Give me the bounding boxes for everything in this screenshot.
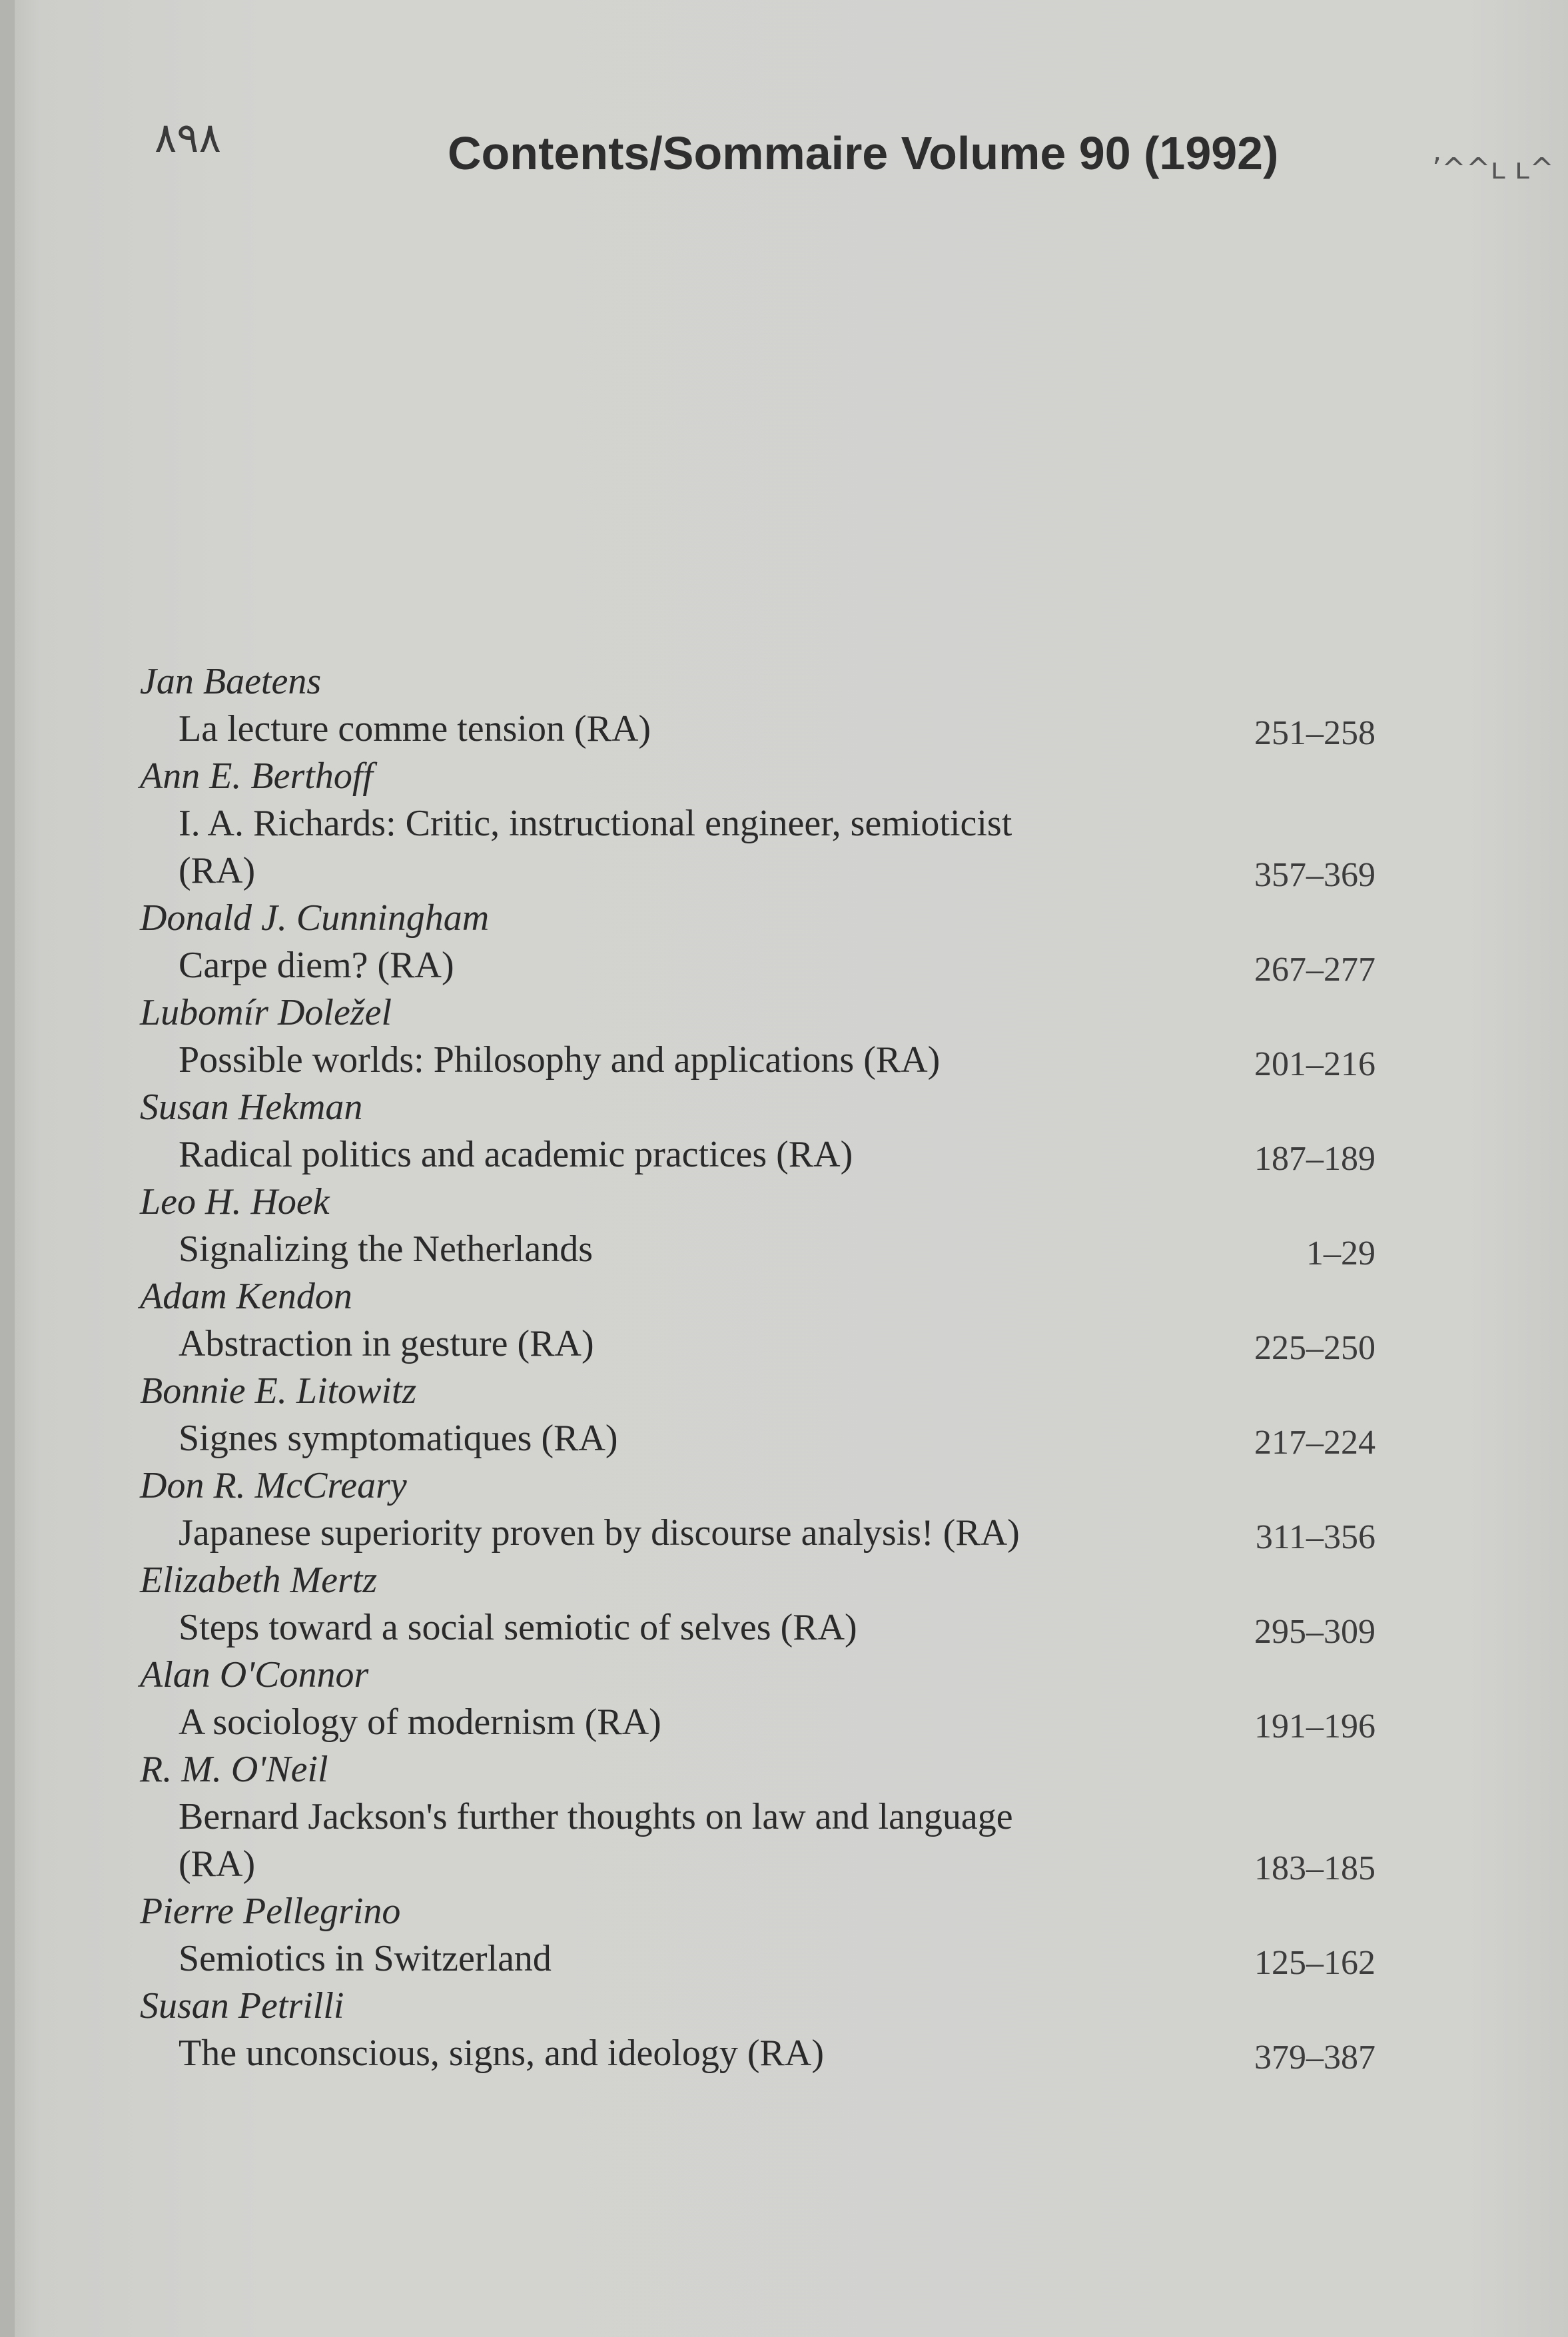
contents-list [140, 658, 1392, 2077]
entry-author: Donald J. Cunningham [140, 897, 490, 939]
entry-title-row [140, 705, 1392, 753]
entry-title: Japanese superiority proven by discourse analysis! (RA) [179, 1512, 1020, 1554]
entry-author: Pierre Pellegrino [140, 1891, 401, 1932]
entry-title: Signalizing the Netherlands [179, 1228, 593, 1270]
entry-title-row [140, 1604, 1392, 1651]
handwritten-page-mark: ۸۹۸ [155, 113, 221, 162]
entry-page-range: 251–258 [1254, 714, 1375, 752]
entry-page-range: 191–196 [1254, 1707, 1375, 1745]
entry-page-range: 295–309 [1254, 1613, 1375, 1651]
entry-title: I. A. Richards: Critic, instructional engineer, semioticist [179, 803, 1012, 844]
entry-author: Susan Hekman [140, 1087, 363, 1128]
entry-title-row [140, 1037, 1392, 1084]
entry-title: Steps toward a social semiotic of selves (RA) [179, 1607, 857, 1648]
entry-page-range: 357–369 [1254, 856, 1375, 894]
entry-page-range: 379–387 [1254, 2039, 1375, 2077]
entry-title-row [140, 2030, 1392, 2077]
entry-title: La lecture comme tension (RA) [179, 708, 651, 749]
entry-title: A sociology of modernism (RA) [179, 1701, 661, 1743]
entry-page-range: 1–29 [1306, 1234, 1375, 1272]
entry-author: Adam Kendon [140, 1276, 352, 1317]
entry-author: R. M. O'Neil [140, 1749, 328, 1790]
entry-author: Elizabeth Mertz [140, 1560, 378, 1601]
entry-page-range: 183–185 [1254, 1849, 1375, 1887]
handwritten-margin-note: ʼ^^ʟ ʟ^ [1432, 152, 1555, 186]
entry-title: (RA) [179, 1843, 256, 1885]
page-title: Contents/Sommaire Volume 90 (1992) [448, 127, 1279, 179]
entry-title: Possible worlds: Philosophy and applications (RA) [179, 1039, 941, 1081]
entry-title: Abstraction in gesture (RA) [179, 1323, 594, 1364]
entry-title-row [140, 942, 1392, 989]
entry-title-row [140, 847, 1392, 895]
entry-author: Alan O'Connor [140, 1654, 369, 1695]
entry-title: Signes symptomatiques (RA) [179, 1418, 618, 1459]
page-edge [0, 0, 15, 2337]
entry-title-row [140, 1699, 1392, 1746]
entry-title-row [140, 1841, 1392, 1888]
entry-title-row [140, 1510, 1392, 1557]
entry-title: The unconscious, signs, and ideology (RA) [179, 2033, 824, 2074]
entry-page-range: 217–224 [1254, 1424, 1375, 1462]
entry-author: Leo H. Hoek [140, 1181, 330, 1222]
entry-title: Carpe diem? (RA) [179, 945, 454, 986]
entry-page-range: 225–250 [1254, 1329, 1375, 1367]
entry-title-row [140, 1935, 1392, 1983]
entry-author: Bonnie E. Litowitz [140, 1370, 417, 1412]
entry-title: (RA) [179, 850, 256, 891]
entry-title-row [140, 1793, 1392, 1841]
entry-page-range: 201–216 [1254, 1045, 1375, 1083]
entry-author: Don R. McCreary [140, 1465, 407, 1506]
entry-title-row [140, 1415, 1392, 1462]
entry-page-range: 125–162 [1254, 1944, 1375, 1982]
entry-title-row [140, 800, 1392, 847]
entry-author: Lubomír Doležel [140, 992, 392, 1033]
entry-page-range: 187–189 [1254, 1140, 1375, 1178]
entry-author: Jan Baetens [140, 661, 322, 702]
entry-title: Bernard Jackson's further thoughts on law and language [179, 1796, 1013, 1837]
entry-author: Susan Petrilli [140, 1985, 344, 2027]
entry-author: Ann E. Berthoff [140, 755, 373, 797]
entry-title: Radical politics and academic practices (RA) [179, 1134, 853, 1175]
entry-page-range: 311–356 [1255, 1518, 1375, 1556]
entry-title-row [140, 1131, 1392, 1178]
entry-title-row [140, 1320, 1392, 1368]
entry-title-row [140, 1226, 1392, 1273]
entry-title: Semiotics in Switzerland [179, 1938, 552, 1979]
entry-page-range: 267–277 [1254, 951, 1375, 989]
